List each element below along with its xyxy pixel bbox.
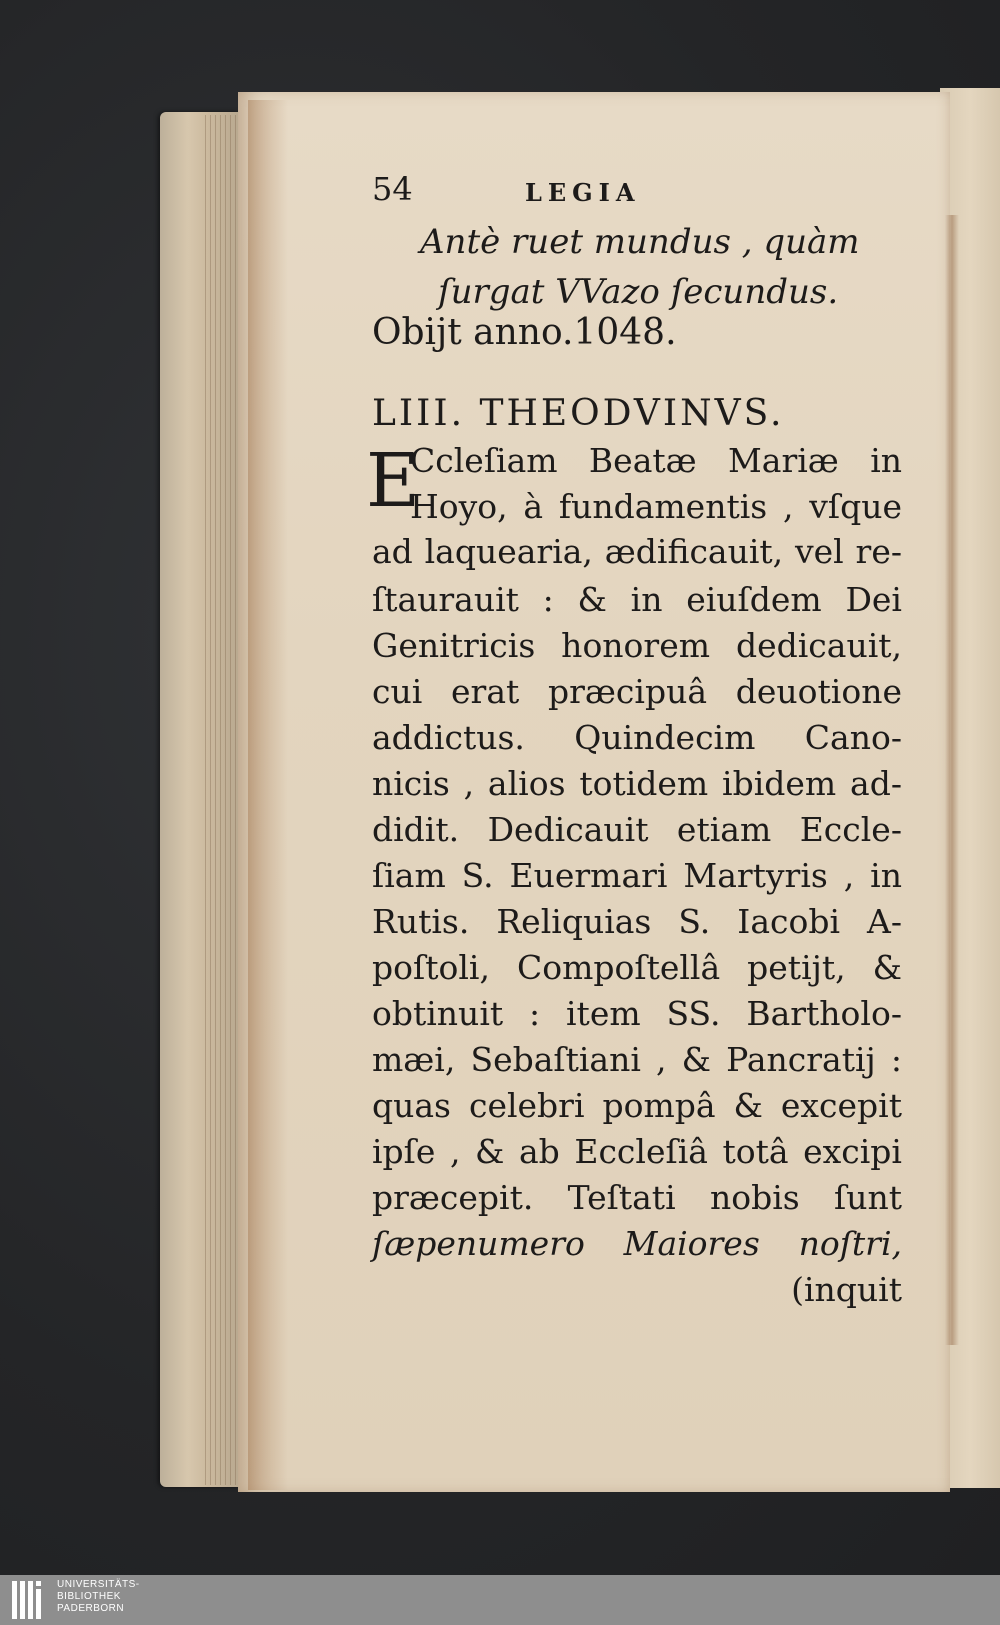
body-line: Hoyo, à fundamentis , vſque	[410, 487, 902, 526]
body-line: poſtoli, Compoſtellâ petijt, &	[372, 948, 902, 987]
library-name	[57, 1579, 140, 1615]
section-heading: LIII. THEODVINVS.	[372, 393, 785, 434]
body-line: Ccleſiam Beatæ Mariæ in	[410, 441, 902, 480]
verse-line-2: ſurgat VVazo ſecundus.	[438, 272, 839, 312]
library-name-line: PADERBORN	[57, 1603, 125, 1614]
body-line: addictus. Quindecim Cano-	[372, 718, 902, 757]
body-line: nicis , alios totidem ibidem ad-	[372, 764, 902, 803]
body-line: didit. Dedicauit etiam Eccle-	[372, 810, 902, 849]
verse-line-1: Antè ruet mundus , quàm	[420, 222, 860, 262]
library-logo-icon	[12, 1581, 48, 1619]
body-line: ipſe , & ab Eccleſiâ totâ excipi	[372, 1132, 902, 1171]
gutter-stain	[248, 100, 288, 1490]
body-line: ad laquearia, ædificauit, vel re-	[372, 532, 902, 571]
catchword: (inquit	[791, 1270, 902, 1309]
body-line: cui erat præcipuâ deuotione	[372, 672, 902, 711]
running-title: LEGIA	[525, 178, 641, 207]
body-line: mæi, Sebaſtiani , & Pancratij :	[372, 1040, 902, 1079]
body-line: quas celebri pompâ & excepit	[372, 1086, 902, 1125]
library-footer-bar	[0, 1575, 1000, 1625]
page-number: 54	[372, 170, 413, 208]
library-name-line: BIBLIOTHEK	[57, 1591, 121, 1602]
library-name-line: UNIVERSITÄTS-	[57, 1579, 140, 1590]
drop-cap: E	[366, 438, 421, 524]
body-line: Genitricis honorem dedicauit,	[372, 626, 902, 665]
fold-stain	[945, 215, 959, 1345]
body-line: Rutis. Reliquias S. Iacobi A-	[372, 902, 902, 941]
body-line: ſtaurauit : & in eiuſdem Dei	[372, 580, 902, 619]
body-line: ſæpenumero Maiores noſtri,	[372, 1224, 902, 1263]
obit-line: Obijt anno.1048.	[372, 312, 677, 353]
body-line: obtinuit : item SS. Bartholo-	[372, 994, 902, 1033]
body-line: præcepit. Teſtati nobis ſunt	[372, 1178, 902, 1217]
body-line: ſiam S. Euermari Martyris , in	[372, 856, 902, 895]
